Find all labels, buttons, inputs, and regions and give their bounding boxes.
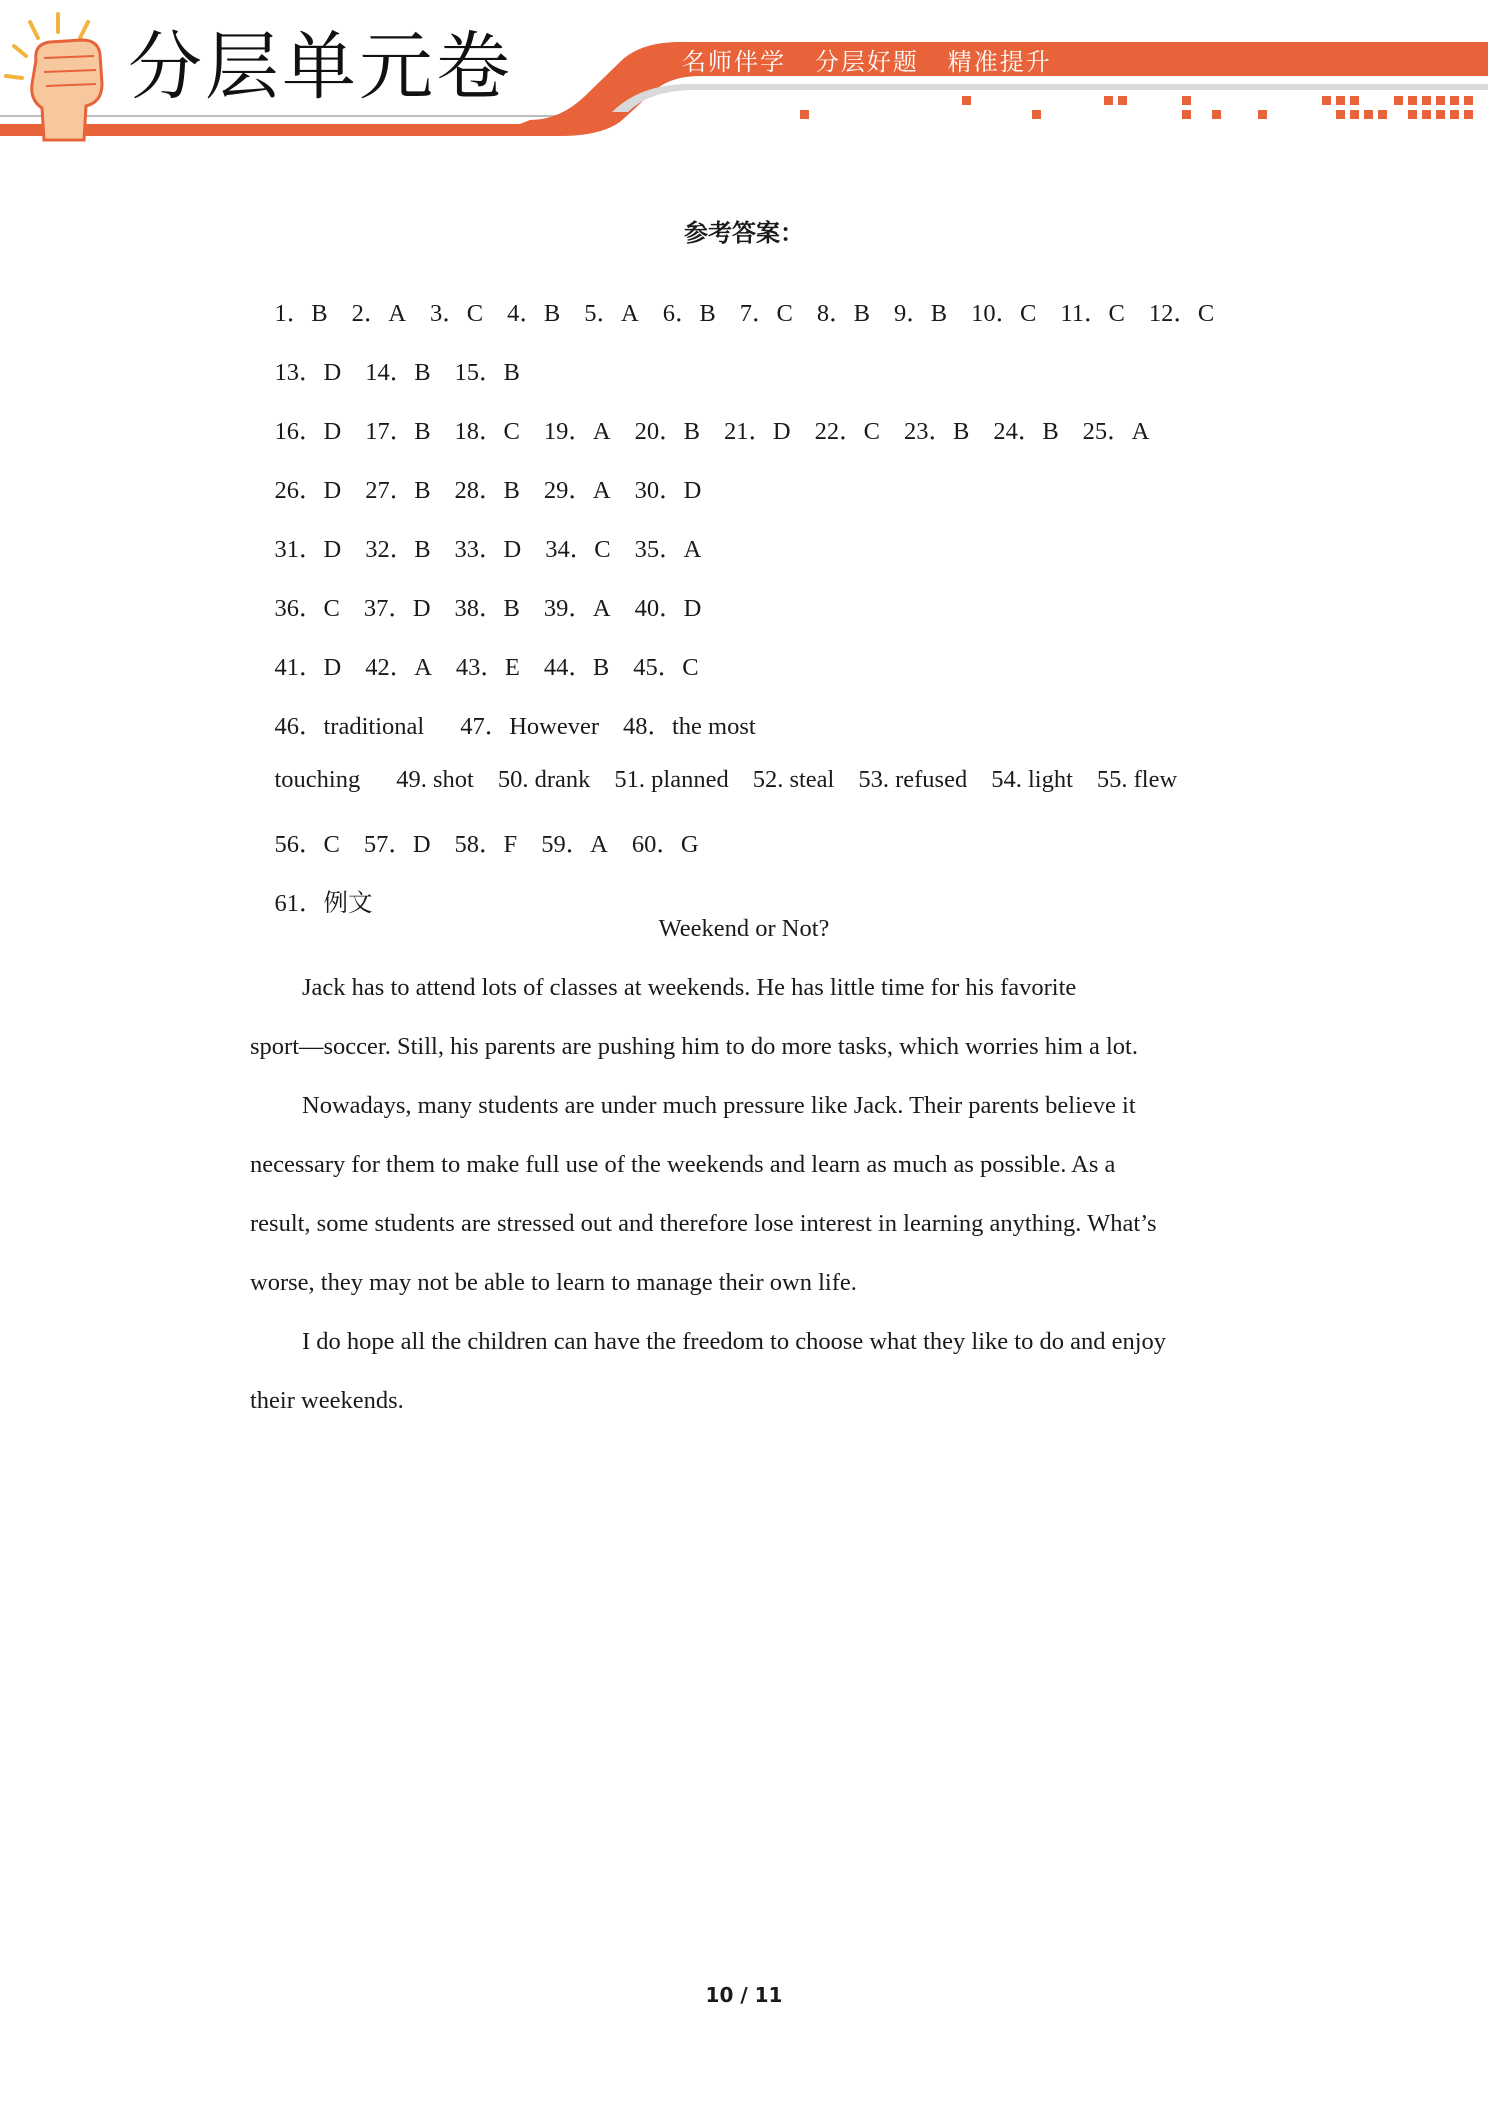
answer-item: 39．A bbox=[543, 595, 611, 622]
answer-item: 34．C bbox=[545, 536, 611, 563]
answer-item: 58．F bbox=[454, 831, 518, 858]
answer-item: 10．C bbox=[971, 300, 1037, 327]
answer-item: 38．B bbox=[454, 595, 520, 622]
answer-item: 22．C bbox=[814, 418, 880, 445]
essay-line: sport—soccer. Still, his parents are pushing him to do more tasks, which worries him a lot. bbox=[250, 1033, 1138, 1060]
answer-item: 55. flew bbox=[1096, 766, 1178, 793]
answer-item: 51. planned bbox=[614, 766, 729, 793]
answer-item: 59．A bbox=[541, 831, 608, 858]
essay-line: I do hope all the children can have the freedom to choose what they like to do and enjoy bbox=[302, 1328, 1167, 1355]
answer-item: 14．B bbox=[365, 359, 431, 386]
answer-item: 60．G bbox=[631, 831, 699, 858]
answer-item: 13．D bbox=[274, 359, 342, 386]
answer-item: 3．C bbox=[430, 300, 484, 327]
answer-item: 17．B bbox=[365, 418, 431, 445]
page-header bbox=[0, 0, 1488, 150]
page-number: 10 / 11 bbox=[705, 1983, 783, 2007]
answer-item: 9．B bbox=[893, 300, 948, 327]
answer-item: 2．A bbox=[351, 300, 407, 327]
answer-item: 48．the most bbox=[623, 713, 756, 740]
answer-item: 16．D bbox=[274, 418, 342, 445]
answer-item: 27．B bbox=[365, 477, 431, 504]
answer-item: 47．However bbox=[460, 713, 599, 740]
essay-title: Weekend or Not? bbox=[658, 915, 830, 942]
answer-item: 45．C bbox=[633, 654, 699, 681]
answer-item: 35．A bbox=[634, 536, 702, 563]
essay-line: result, some students are stressed out and therefore lose interest in learning anything. What’s bbox=[250, 1210, 1157, 1237]
answer-item: 5．A bbox=[584, 300, 639, 327]
answer-item: 19．A bbox=[543, 418, 611, 445]
answer-item: 57．D bbox=[363, 831, 431, 858]
answer-item: 50. drank bbox=[497, 766, 591, 793]
answer-item: 53. refused bbox=[858, 766, 968, 793]
essay-line: Jack has to attend lots of classes at weekends. He has little time for his favorite bbox=[302, 974, 1077, 1001]
decorative-dots bbox=[800, 96, 1473, 119]
answer-item: 52. steal bbox=[752, 766, 835, 793]
answer-item: 29．A bbox=[543, 477, 611, 504]
answer-item: 1．B bbox=[274, 300, 328, 327]
answer-item: 24．B bbox=[993, 418, 1059, 445]
essay-line: necessary for them to make full use of the weekends and learn as much as possible. As a bbox=[250, 1151, 1116, 1178]
answer-item: 56．C bbox=[274, 831, 340, 858]
answer-item: 37．D bbox=[363, 595, 431, 622]
answer-item: 31．D bbox=[274, 536, 342, 563]
answer-item: 25．A bbox=[1082, 418, 1150, 445]
answer-item: 7．C bbox=[739, 300, 793, 327]
answer-item: 41．D bbox=[274, 654, 342, 681]
answer-item: 33．D bbox=[454, 536, 522, 563]
answer-item: 32．B bbox=[365, 536, 431, 563]
answer-item: 49. shot bbox=[396, 766, 474, 793]
answer-item: 23．B bbox=[903, 418, 970, 445]
answer-item: 36．C bbox=[274, 595, 340, 622]
answer-item: 40．D bbox=[634, 595, 702, 622]
brand-title: 分层单元卷 bbox=[128, 24, 513, 110]
answer-item: 20．B bbox=[634, 418, 700, 445]
answers-heading: 参考答案： bbox=[684, 219, 804, 247]
fist-logo-icon bbox=[6, 14, 102, 140]
answer-item: 26．D bbox=[274, 477, 342, 504]
answer-item: 6．B bbox=[662, 300, 716, 327]
answer-item: 43．E bbox=[455, 654, 520, 681]
answer-item: 4．B bbox=[507, 300, 561, 327]
answer-item: 44．B bbox=[543, 654, 610, 681]
answer-item: 11．C bbox=[1060, 300, 1125, 327]
essay-line: worse, they may not be able to learn to manage their own life. bbox=[250, 1269, 857, 1296]
answer-item: 12．C bbox=[1148, 300, 1215, 327]
answer-item: 30．D bbox=[634, 477, 702, 504]
essay-line: Nowadays, many students are under much pressure like Jack. Their parents believe it bbox=[302, 1092, 1136, 1119]
answer-item: 54. light bbox=[991, 766, 1073, 793]
answer-item: 28．B bbox=[454, 477, 520, 504]
answer-item: 15．B bbox=[454, 359, 520, 386]
answer-item: 21．D bbox=[723, 418, 791, 445]
answer-item: 42．A bbox=[365, 654, 432, 681]
answer-item: 18．C bbox=[454, 418, 520, 445]
answer-item: touching bbox=[274, 766, 361, 793]
essay-line: their weekends. bbox=[250, 1387, 404, 1414]
slogan-text: 名师伴学 分层好题 精准提升 bbox=[682, 48, 1052, 76]
answer-item: 46．traditional bbox=[274, 713, 425, 740]
answer-item: 8．B bbox=[816, 300, 870, 327]
answer-item: 61．例文 bbox=[274, 890, 373, 917]
